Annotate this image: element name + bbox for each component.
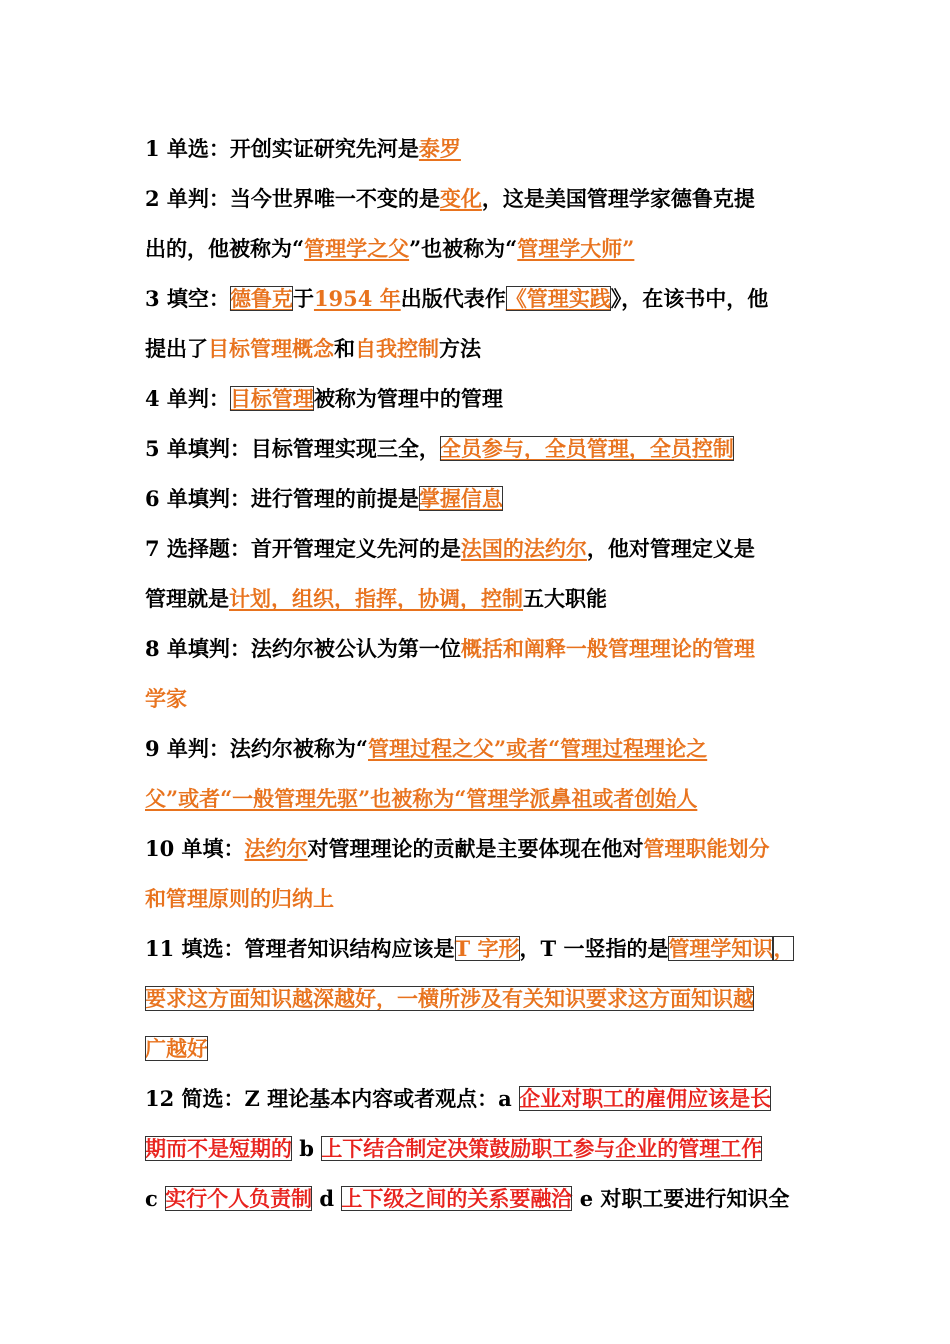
- text-line: [145, 1074, 825, 1124]
- answer-text: 1954 年: [313, 286, 401, 311]
- question-text: 10 单填：: [145, 836, 245, 861]
- text-line: [145, 924, 825, 974]
- answer-text: 自我控制: [355, 336, 439, 361]
- answer-text: 广越好: [145, 1036, 208, 1061]
- text-line: [145, 124, 825, 174]
- text-line: [145, 874, 825, 924]
- answer-text: 全员参与，全员管理，全员控制: [439, 436, 734, 461]
- question-text: 12 简选：Z 理论基本内容或者观点：a: [145, 1086, 520, 1111]
- answer-text: 学家: [145, 686, 187, 711]
- question-text: ”也被称为“: [409, 236, 518, 261]
- answer-text: 管理学知识: [668, 936, 774, 961]
- text-line: [145, 174, 825, 224]
- answer-text: 管理过程之父”或者“管理过程理论之: [368, 736, 708, 761]
- question-text: 9 单判：法约尔被称为“: [145, 736, 369, 761]
- question-text: 出的，他被称为“: [145, 236, 305, 261]
- question-text: 提出了: [145, 336, 208, 361]
- answer-text: 泰罗: [418, 136, 461, 161]
- answer-text: ，: [773, 936, 795, 961]
- answer-text: 目标管理概念: [208, 336, 334, 361]
- question-text: 5 单填判：目标管理实现三全，: [145, 436, 440, 461]
- answer-text: 上下结合制定决策鼓励职工参与企业的管理工作: [321, 1136, 763, 1161]
- text-line: [145, 374, 825, 424]
- answer-text: 目标管理: [229, 386, 314, 411]
- text-line: [145, 424, 825, 474]
- question-text: 2 单判：当今世界唯一不变的是: [145, 186, 440, 211]
- text-line: [145, 974, 825, 1024]
- text-line: [145, 624, 825, 674]
- question-text: ，T 一竖指的是: [519, 936, 669, 961]
- answer-text: 德鲁克: [229, 286, 293, 311]
- document-body: [145, 124, 825, 1224]
- question-text: c: [145, 1186, 166, 1211]
- answer-text: 实行个人负责制: [165, 1186, 313, 1211]
- text-line: [145, 274, 825, 324]
- question-text: 11 填选：管理者知识结构应该是: [145, 936, 455, 961]
- answer-text: 变化: [439, 186, 482, 211]
- answer-text: 上下级之间的关系要融洽: [341, 1186, 573, 1211]
- answer-text: 和管理原则的归纳上: [145, 886, 334, 911]
- text-line: [145, 774, 825, 824]
- text-line: [145, 1124, 825, 1174]
- text-line: [145, 724, 825, 774]
- answer-text: 法约尔: [244, 836, 308, 861]
- question-text: 出版代表作: [400, 286, 506, 311]
- text-line: [145, 574, 825, 624]
- question-text: 管理就是: [145, 586, 229, 611]
- text-line: [145, 224, 825, 274]
- answer-text: 企业对职工的雇佣应该是长: [519, 1086, 772, 1111]
- question-text: b: [292, 1136, 322, 1161]
- question-text: ，他对管理定义是: [586, 536, 755, 561]
- text-line: [145, 474, 825, 524]
- answer-text: 法国的法约尔: [460, 536, 587, 561]
- question-text: 1 单选：开创实证研究先河是: [145, 136, 419, 161]
- text-line: [145, 824, 825, 874]
- question-text: ，这是美国管理学家德鲁克提: [481, 186, 755, 211]
- answer-text: 概括和阐释一般管理理论的管理: [460, 636, 755, 661]
- question-text: e 对职工要进行知识全: [572, 1186, 790, 1211]
- answer-text: 父”或者“一般管理先驱”也被称为“管理学派鼻祖或者创始人: [145, 786, 698, 811]
- question-text: 3 填空：: [145, 286, 230, 311]
- answer-text: T 字形: [454, 936, 520, 961]
- answer-text: 计划，组织，指挥，协调，控制: [229, 586, 523, 611]
- text-line: [145, 674, 825, 724]
- question-text: 4 单判：: [145, 386, 230, 411]
- answer-text: 《管理实践: [505, 286, 611, 311]
- question-text: 7 选择题：首开管理定义先河的是: [145, 536, 461, 561]
- answer-text: 期而不是短期的: [145, 1136, 292, 1161]
- answer-text: 管理职能划分: [643, 836, 770, 861]
- question-text: 对管理理论的贡献是主要体现在他对: [307, 836, 644, 861]
- question-text: 6 单填判：进行管理的前提是: [145, 486, 419, 511]
- answer-text: 要求这方面知识越深越好，一横所涉及有关知识要求这方面知识越: [145, 986, 754, 1011]
- question-text: 和: [334, 336, 355, 361]
- question-text: 五大职能: [523, 586, 607, 611]
- question-text: 》，在该书中，他: [610, 286, 769, 311]
- question-text: 8 单填判：法约尔被公认为第一位: [145, 636, 461, 661]
- question-text: 被称为管理中的管理: [313, 386, 503, 411]
- answer-text: 管理学大师”: [517, 236, 635, 261]
- answer-text: 管理学之父: [304, 236, 410, 261]
- question-text: d: [312, 1186, 342, 1211]
- text-line: [145, 1174, 825, 1224]
- text-line: [145, 1024, 825, 1074]
- text-line: [145, 524, 825, 574]
- text-line: [145, 324, 825, 374]
- question-text: 于: [292, 286, 314, 311]
- question-text: 方法: [439, 336, 481, 361]
- answer-text: 掌握信息: [418, 486, 503, 511]
